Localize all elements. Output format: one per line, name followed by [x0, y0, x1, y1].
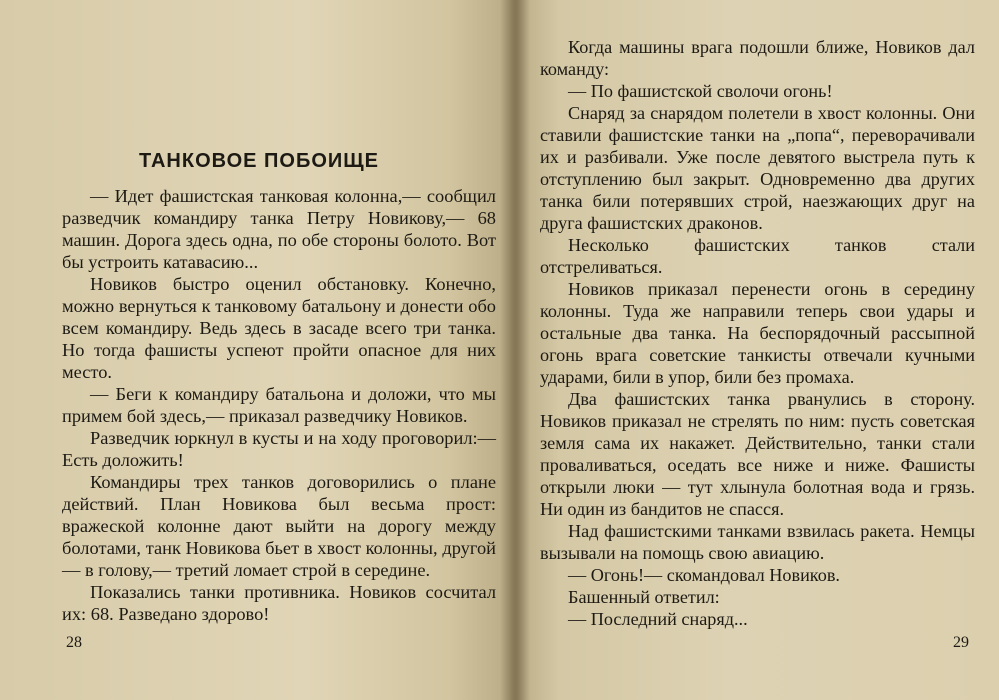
- paragraph: — По фашистской сволочи огонь!: [568, 81, 833, 101]
- paragraph: Два фашистских танка рванулись в сторону. Новиков приказал не стрелять по ним: пусть советская земля сама их накажет. Действительно, танки стали проваливаться, оседать все ниже и ниже. Фашисты открыли люки — тут хлынула болотная вода и грязь. Ни один из бандитов не спасся.: [540, 389, 975, 519]
- paragraph: — Идет фашистская танковая колонна,— сообщил разведчик командиру танка Петру Новикову,— 68 машин. Дорога здесь одна, по обе стороны болото. Вот бы устроить катавасию...: [62, 186, 496, 272]
- paragraph: Снаряд за снарядом полетели в хвост колонны. Они ставили фашистские танки на „попа“, переворачивали их и разбивали. Уже после девятого выстрела путь к отступлению был закрыт. Одновременно два других танка били потерявших строй, наезжающих друг на друга фашистских драконов.: [540, 103, 975, 233]
- page-number-right: 29: [953, 634, 969, 651]
- paragraph: Башенный ответил:: [568, 587, 720, 607]
- paragraph: Разведчик юркнул в кусты и на ходу проговорил:— Есть доложить!: [62, 428, 496, 470]
- paragraph: Новиков быстро оценил обстановку. Конечно, можно вернуться к танковому батальону и донести обо всем командиру. Ведь здесь в засаде всего три танка. Но тогда фашисты успеют пройти опасное для них место.: [62, 274, 496, 382]
- left-page-text: [62, 185, 496, 625]
- paragraph: Показались танки противника. Новиков сосчитал их: 68. Разведано здорово!: [62, 582, 496, 624]
- paragraph: Когда машины врага подошли ближе, Новиков дал команду:: [540, 37, 975, 79]
- chapter-title: ТАНКОВОЕ ПОБОИЩЕ: [139, 150, 379, 172]
- right-page: [510, 0, 999, 700]
- paragraph: Над фашистскими танками взвилась ракета. Немцы вызывали на помощь свою авиацию.: [540, 521, 975, 563]
- paragraph: — Беги к командиру батальона и доложи, что мы примем бой здесь,— приказал разведчику Новиков.: [62, 384, 496, 426]
- paragraph: Новиков приказал перенести огонь в середину колонны. Туда же направили теперь свои удары и остальные два танка. На беспорядочный рассыпной огонь врага советские танкисты отвечали кучными ударами, били в упор, били без промаха.: [540, 279, 975, 387]
- paragraph: — Огонь!— скомандовал Новиков.: [568, 565, 840, 585]
- paragraph: — Последний снаряд...: [568, 609, 748, 629]
- page-number-left: 28: [66, 634, 82, 651]
- paragraph: Командиры трех танков договорились о плане действий. План Новикова был весьма прост: вражеской колонне дают выйти на дорогу между болотами, танк Новикова бьет в хвост колонны, другой — в голову,— третий ломает строй в середине.: [62, 472, 496, 580]
- right-page-text: [540, 36, 975, 630]
- paragraph: Несколько фашистских танков стали отстреливаться.: [540, 235, 975, 277]
